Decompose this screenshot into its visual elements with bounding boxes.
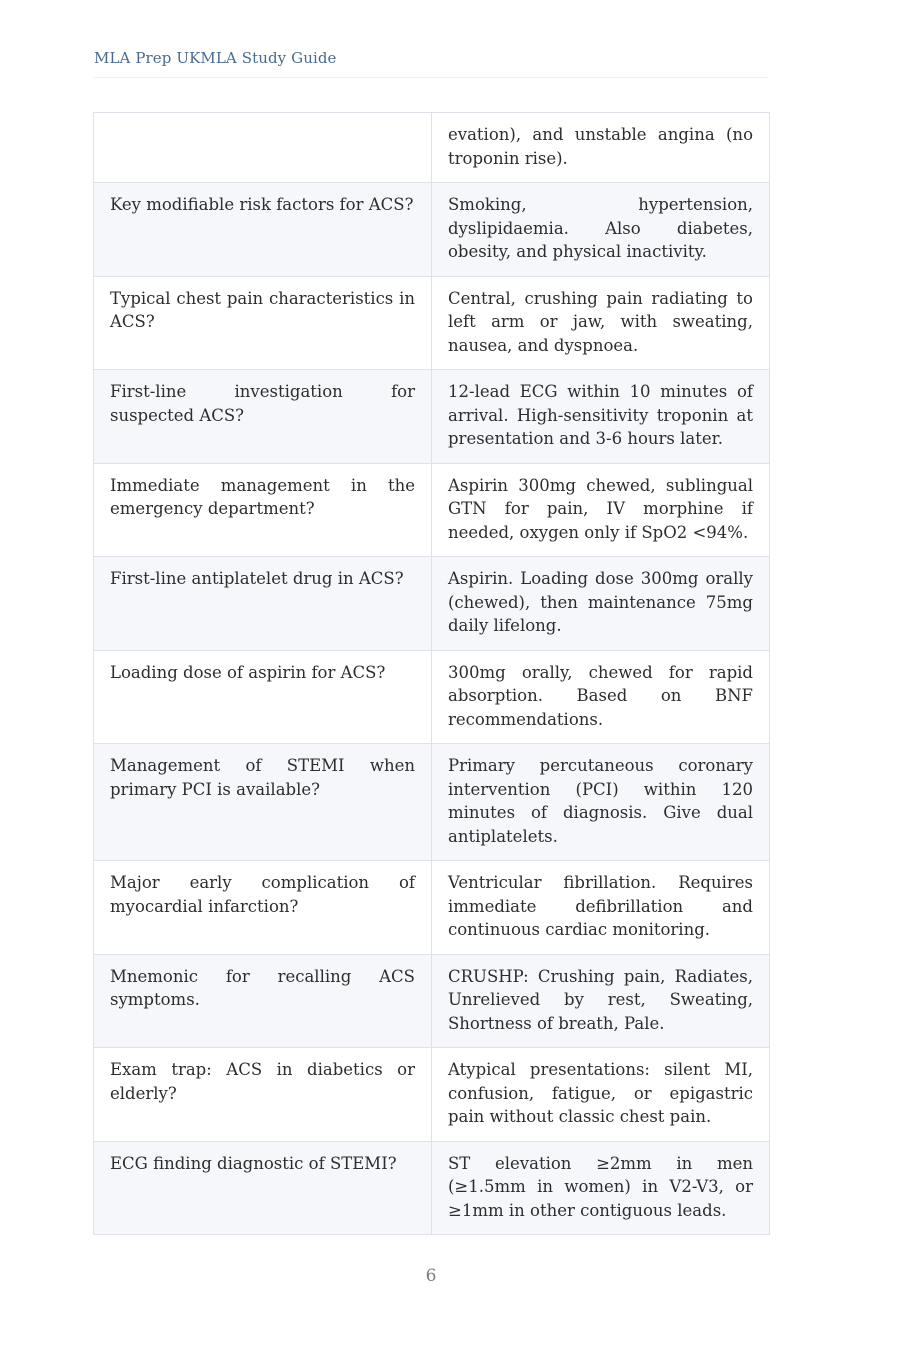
document-title: MLA Prep UKMLA Study Guide xyxy=(94,49,337,67)
page-header xyxy=(94,48,769,78)
answer-cell: Aspirin. Loading dose 300mg orally (chewed), then maintenance 75mg daily lifelong. xyxy=(432,557,770,651)
table-row xyxy=(94,370,770,464)
question-cell: Major early complication of myocardial infarction? xyxy=(94,861,432,955)
answer-cell: Smoking, hypertension, dyslipidaemia. Also diabetes, obesity, and physical inactivity. xyxy=(432,183,770,277)
page-number: 6 xyxy=(425,1266,437,1286)
question-cell: First-line antiplatelet drug in ACS? xyxy=(94,557,432,651)
question-cell: Key modifiable risk factors for ACS? xyxy=(94,183,432,277)
question-cell: Immediate management in the emergency department? xyxy=(94,463,432,557)
question-cell: Loading dose of aspirin for ACS? xyxy=(94,650,432,744)
answer-cell: Aspirin 300mg chewed, sublingual GTN for pain, IV morphine if needed, oxygen only if SpO2 <94%. xyxy=(432,463,770,557)
table-row xyxy=(94,276,770,370)
question-cell xyxy=(94,113,432,183)
table-row xyxy=(94,1048,770,1142)
question-cell: Management of STEMI when primary PCI is available? xyxy=(94,744,432,861)
question-cell: Mnemonic for recalling ACS symptoms. xyxy=(94,954,432,1048)
answer-cell: 12-lead ECG within 10 minutes of arrival. High-sensitivity troponin at presentation and 3-6 hours later. xyxy=(432,370,770,464)
answer-cell: CRUSHP: Crushing pain, Radiates, Unrelieved by rest, Sweating, Shortness of breath, Pale. xyxy=(432,954,770,1048)
answer-cell: ST elevation ≥2mm in men (≥1.5mm in women) in V2-V3, or ≥1mm in other contiguous leads. xyxy=(432,1141,770,1235)
table-row xyxy=(94,744,770,861)
table-row xyxy=(94,463,770,557)
table-row xyxy=(94,861,770,955)
answer-cell: Primary percutaneous coronary intervention (PCI) within 120 minutes of diagnosis. Give dual antiplatelets. xyxy=(432,744,770,861)
table-row xyxy=(94,954,770,1048)
answer-cell: Ventricular fibrillation. Requires immediate defibrillation and continuous cardiac monitoring. xyxy=(432,861,770,955)
question-cell: Typical chest pain characteristics in ACS? xyxy=(94,276,432,370)
table-row xyxy=(94,183,770,277)
answer-cell: 300mg orally, chewed for rapid absorption. Based on BNF recommendations. xyxy=(432,650,770,744)
table-row xyxy=(94,113,770,183)
table-row xyxy=(94,1141,770,1235)
answer-cell: Atypical presentations: silent MI, confusion, fatigue, or epigastric pain without classic chest pain. xyxy=(432,1048,770,1142)
table-row xyxy=(94,650,770,744)
answer-cell: evation), and unstable angina (no troponin rise). xyxy=(432,113,770,183)
question-cell: Exam trap: ACS in diabetics or elderly? xyxy=(94,1048,432,1142)
table-row xyxy=(94,557,770,651)
question-cell: ECG finding diagnostic of STEMI? xyxy=(94,1141,432,1235)
question-cell: First-line investigation for suspected ACS? xyxy=(94,370,432,464)
answer-cell: Central, crushing pain radiating to left arm or jaw, with sweating, nausea, and dyspnoea. xyxy=(432,276,770,370)
qa-table xyxy=(93,112,770,1235)
